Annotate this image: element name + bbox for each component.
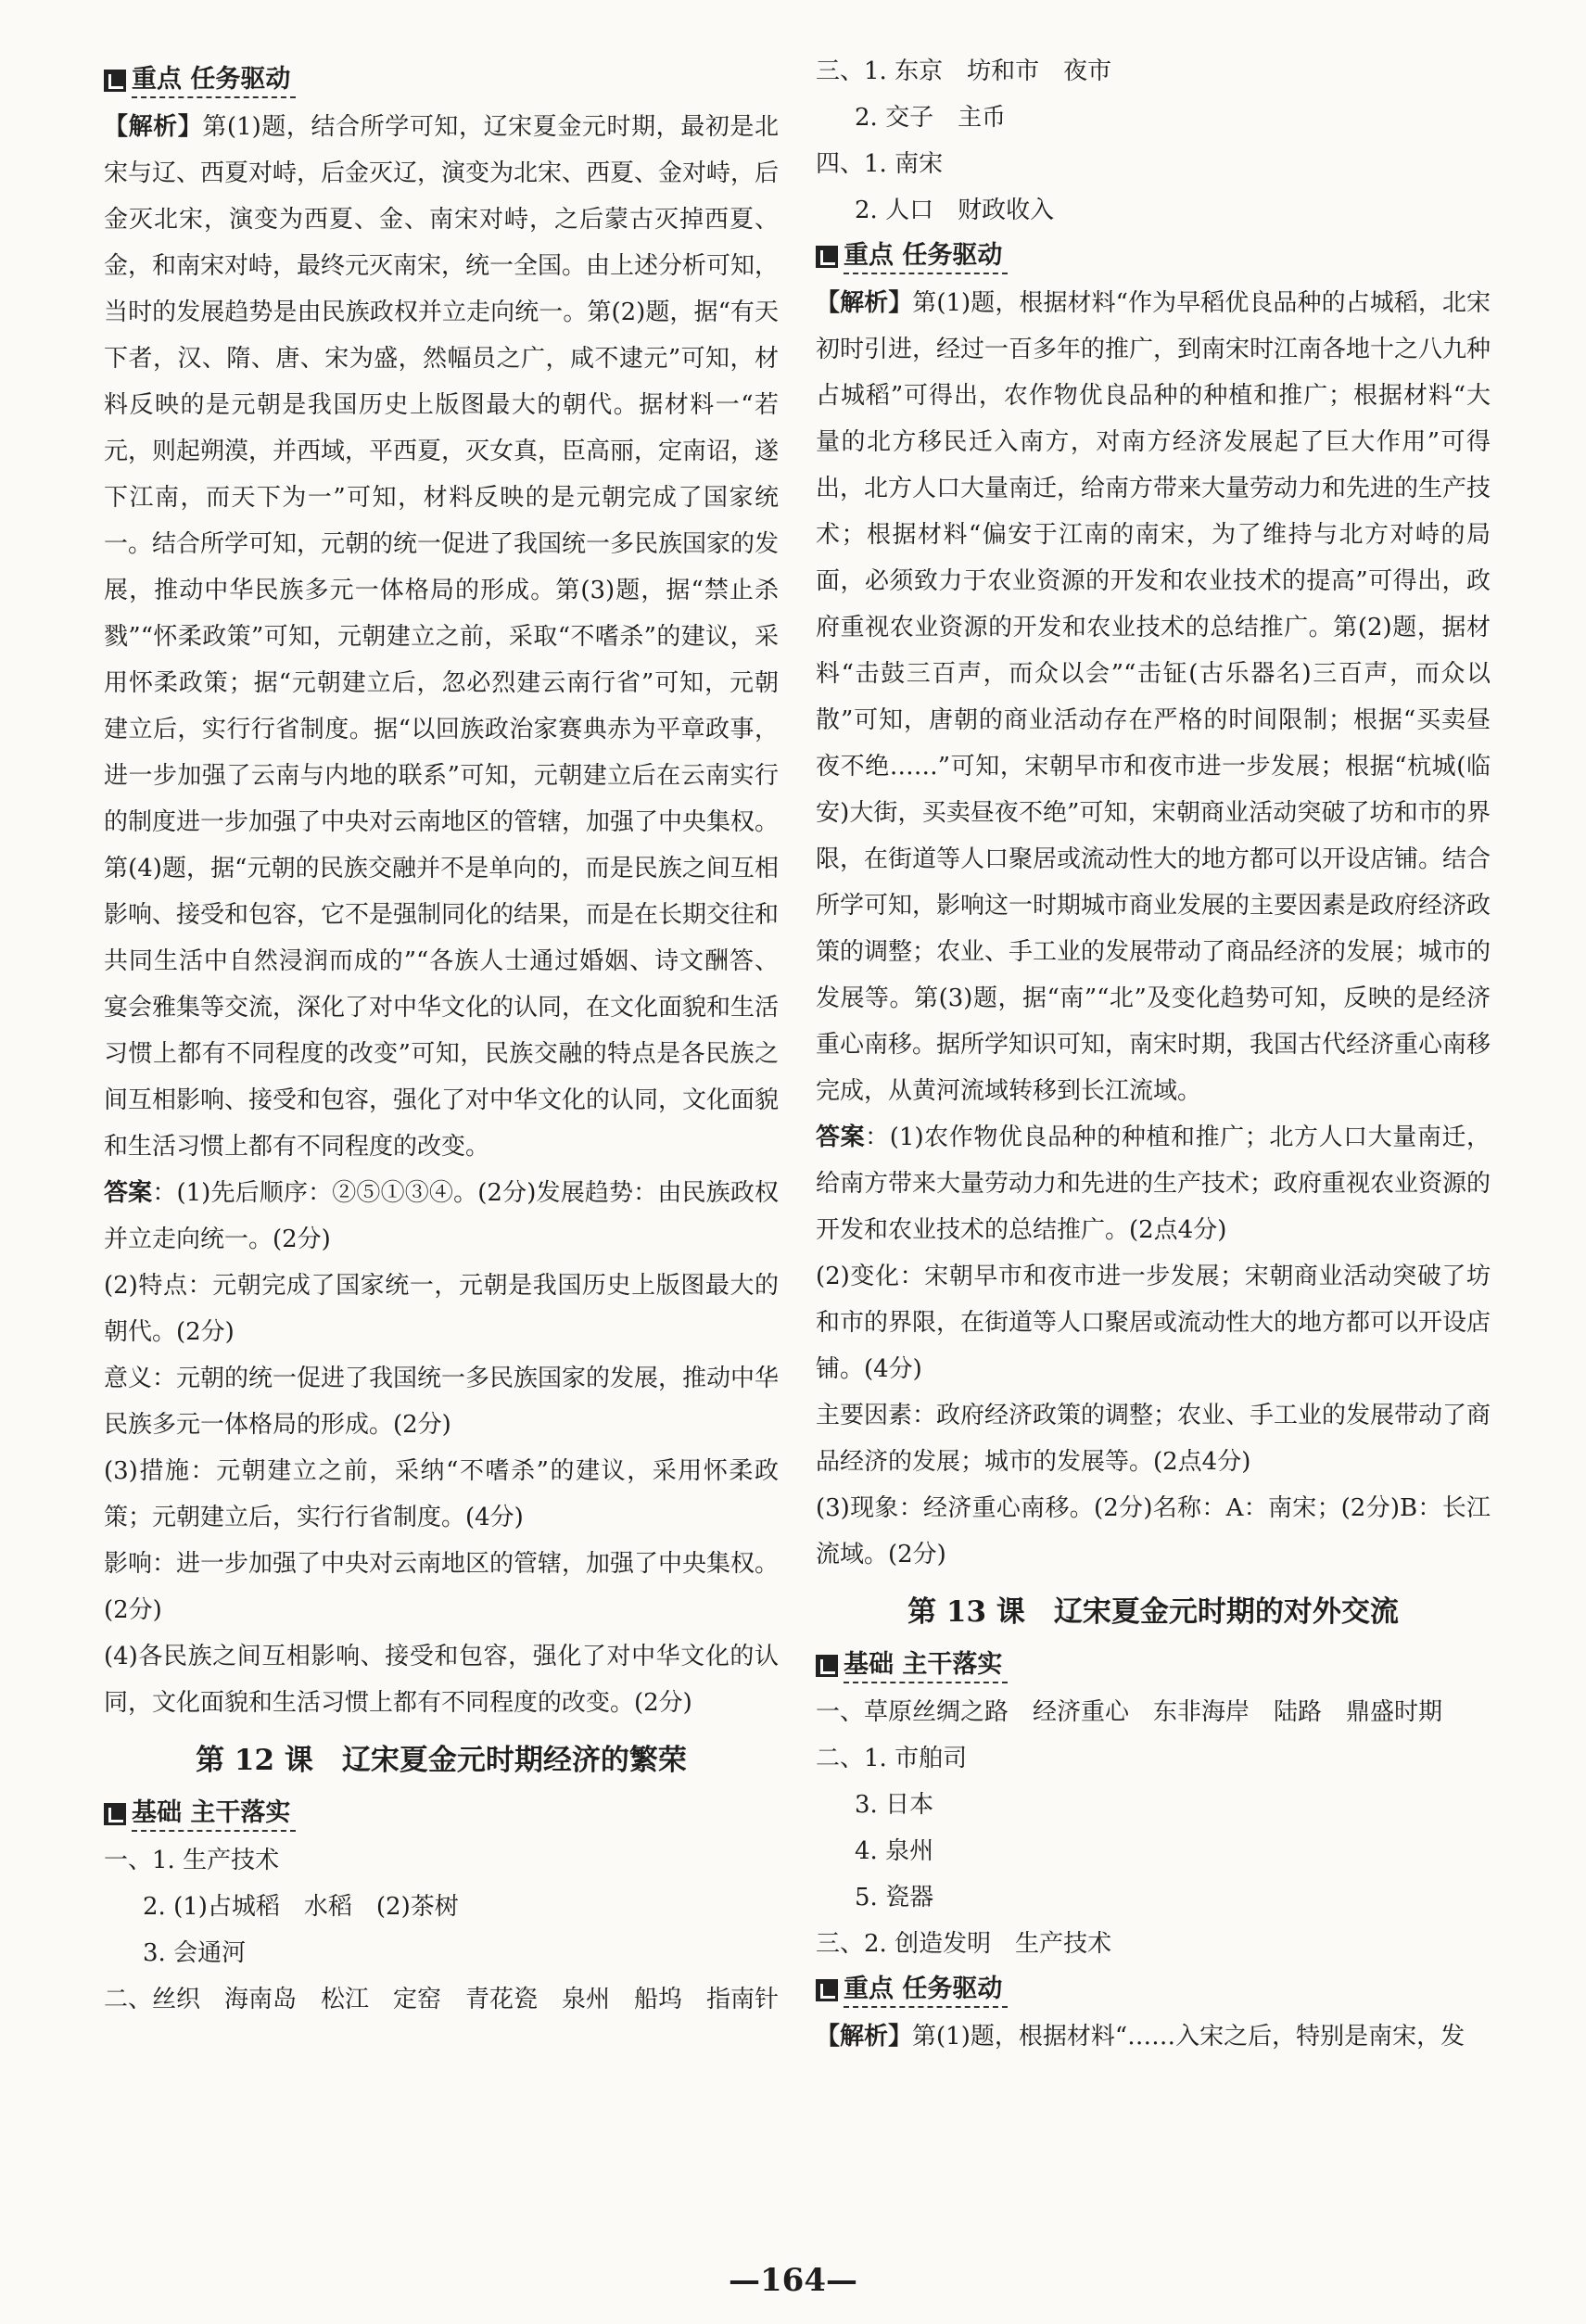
analysis-label: 【解析】 [816,289,913,317]
list-item: 二、1. 市舶司 [816,1745,968,1772]
page-number: —164— [729,2262,857,2299]
answer-item: (3)措施：元朝建立之前，采纳“不嗜杀”的建议，采用怀柔政策；元朝建立后，实行行省制度。(4分) [104,1457,779,1531]
answer-item: 意义：元朝的统一促进了我国统一多民族国家的发展，推动中华民族多元一体格局的形成。(2分) [104,1365,780,1439]
answer-text: ：(1)农作物优良品种的种植和推广；北方人口大量南迁，给南方带来大量劳动力和先进的生产技术；政府重视农业资源的开发和农业技术的总结推广。(2点4分) [816,1124,1491,1244]
list-item: 4. 泉州 [855,1837,934,1865]
answer-text: ：(1)先后顺序：②⑤①③④。(2分)发展趋势：由民族政权并立走向统一。(2分) [104,1179,779,1253]
list-item: 5. 瓷器 [855,1884,934,1911]
answer-paragraph [104,1170,779,1263]
analysis-label: 【解析】 [816,2023,913,2051]
list-item: 3. 日本 [855,1791,934,1819]
analysis-text: 第(1)题，根据材料“……入宋之后，特别是南宋，发 [912,2023,1465,2051]
answer-item: (3)现象：经济重心南移。(2分)名称：A：南宋；(2分)B：长江流域。(2分) [816,1494,1491,1568]
section-marker-icon [816,246,838,268]
list-item: 一、1. 生产技术 [104,1847,280,1874]
list-item: 三、2. 创造发明 生产技术 [816,1930,1112,1958]
analysis-paragraph [816,280,1491,1114]
list-item: 四、1. 南宋 [816,150,944,178]
right-column [816,57,1491,2060]
left-column [104,57,779,2023]
answer-label: 答案 [816,1124,866,1151]
section-title: 基础 主干落实 [844,1648,1008,1683]
analysis-label: 【解析】 [104,113,203,141]
answer-paragraph [816,1114,1491,1253]
section-marker-icon [104,1803,126,1825]
list-item: 三、1. 东京 坊和市 夜市 [816,57,1112,85]
section-title: 重点 任务驱动 [844,1973,1008,2008]
list-item: 3. 会通河 [143,1939,247,1967]
section-title: 重点 任务驱动 [132,63,296,98]
lesson-title: 第 13 课 辽宋夏金元时期的对外交流 [907,1595,1399,1629]
section-header-basics [816,1643,1491,1689]
section-header-key-tasks [816,234,1491,280]
list-item: 一、草原丝绸之路 经济重心 东非海岸 陆路 鼎盛时期 [816,1698,1443,1726]
section-title: 基础 主干落实 [132,1797,296,1832]
analysis-paragraph [816,2013,1491,2060]
section-marker-icon [104,70,126,92]
section-marker-icon [816,1655,838,1677]
analysis-text: 第(1)题，根据材料“作为早稻优良品种的占城稻，北宋初时引进，经过一百多年的推广，到南宋时江南各地十之八九种占城稻”可得出，农作物优良品种的种植和推广；根据材料“大量的北方移民迁入南方，对南方经济发展起了巨大作用”可得出，北方人口大量南迁，给南方带来大量劳动力和先进的生产技术；根据材料“偏安于江南的南宋，为了维持与北方对峙的局面，必须致力于农业资源的开发和农业技术的提高”可得出，政府重视农业资源的开发和农业技术的总结推广。第(2)题，据材料“击鼓三百声，而众以会”“击钲(古乐器名)三百声，而众以散”可知，唐朝的商业活动存在严格的时间限制；根据“买卖昼夜不绝……”可知，宋朝早市和夜市进一步发展；根据“杭城(临安)大街，买卖昼夜不绝”可知，宋朝商业活动突破了坊和市的界限，在街道等人口聚居或流动性大的地方都可以开设店铺。结合所学可知，影响这一时期城市商业发展的主要因素是政府经济政策的调整；农业、手工业的发展带动了商品经济的发展；城市的发展等。第(3)题，据“南”“北”及变化趋势可知，反映的是经济重心南移。据所学知识可知，南宋时期，我国古代经济重心南移完成，从黄河流域转移到长江流域。 [816,289,1491,1105]
answer-item: (2)变化：宋朝早市和夜市进一步发展；宋朝商业活动突破了坊和市的界限，在街道等人口聚居或流动性大的地方都可以开设店铺。(4分) [816,1263,1491,1383]
answer-item: 影响：进一步加强了中央对云南地区的管辖，加强了中央集权。(2分) [104,1550,780,1624]
list-item: 二、丝织 海南岛 松江 定窑 青花瓷 泉州 船坞 指南针 [104,1986,780,2013]
answer-item: (4)各民族之间互相影响、接受和包容，强化了对中华文化的认同，文化面貌和生活习惯上都有不同程度的改变。(2分) [104,1643,779,1717]
section-header-key-tasks [816,1967,1491,2013]
list-item: 2. 交子 主币 [855,104,1007,132]
answer-label: 答案 [104,1179,153,1207]
section-title: 重点 任务驱动 [844,239,1008,274]
list-item: 2. (1)占城稻 水稻 (2)茶树 [143,1893,459,1921]
section-header-basics [104,1791,779,1837]
analysis-paragraph [104,104,779,1170]
section-header-key-tasks [104,57,779,104]
list-item: 2. 人口 财政收入 [855,197,1055,224]
analysis-text: 第(1)题，结合所学可知，辽宋夏金元时期，最初是北宋与辽、西夏对峙，后金灭辽，演变为北宋、西夏、金对峙，后金灭北宋，演变为西夏、金、南宋对峙，之后蒙古灭掉西夏、金，和南宋对峙，最终元灭南宋，统一全国。由上述分析可知，当时的发展趋势是由民族政权并立走向统一。第(2)题，据“有天下者，汉、隋、唐、宋为盛，然幅员之广，咸不逮元”可知，材料反映的是元朝是我国历史上版图最大的朝代。据材料一“若元，则起朔漠，并西域，平西夏，灭女真，臣高丽，定南诏，遂下江南，而天下为一”可知，材料反映的是元朝完成了国家统一。结合所学可知，元朝的统一促进了我国统一多民族国家的发展，推动中华民族多元一体格局的形成。第(3)题，据“禁止杀戮”“怀柔政策”可知，元朝建立之前，采取“不嗜杀”的建议，采用怀柔政策；据“元朝建立后，忽必烈建云南行省”可知，元朝建立后，实行行省制度。据“以回族政治家赛典赤为平章政事，进一步加强了云南与内地的联系”可知，元朝建立后在云南实行的制度进一步加强了中央对云南地区的管辖，加强了中央集权。第(4)题，据“元朝的民族交融并不是单向的，而是民族之间互相影响、接受和包容，它不是强制同化的结果，而是在长期交往和共同生活中自然浸润而成的”“各族人士通过婚姻、诗文酬答、宴会雅集等交流，深化了对中华文化的认同，在文化面貌和生活习惯上都有不同程度的改变”可知，民族交融的特点是各民族之间互相影响、接受和包容，强化了对中华文化的认同，文化面貌和生活习惯上都有不同程度的改变。 [104,113,780,1161]
lesson-title: 第 12 课 辽宋夏金元时期经济的繁荣 [196,1744,687,1777]
section-marker-icon [816,1979,838,2001]
answer-item: (2)特点：元朝完成了国家统一，元朝是我国历史上版图最大的朝代。(2分) [104,1272,779,1346]
answer-item: 主要因素：政府经济政策的调整；农业、手工业的发展带动了商品经济的发展；城市的发展等。(2点4分) [816,1402,1491,1476]
